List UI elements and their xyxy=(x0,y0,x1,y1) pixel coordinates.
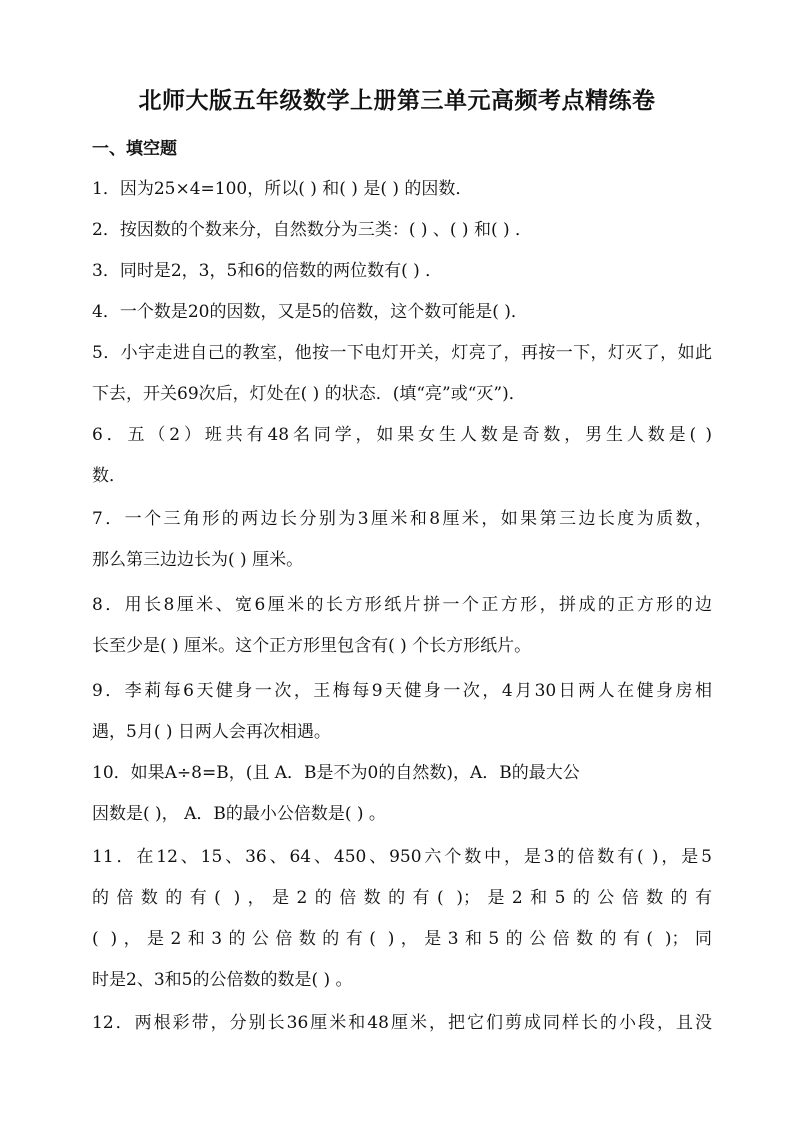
question-line: 数． xyxy=(92,466,126,486)
question-line: 5．小宇走进自己的教室，他按一下电灯开关，灯亮了，再按一下，灯灭了，如此 xyxy=(92,343,712,363)
question-line: 4．一个数是20的因数，又是5的倍数，这个数可能是( )． xyxy=(92,302,528,322)
question-line: 3．同时是2，3，5和6的倍数的两位数有( ) ． xyxy=(92,261,443,281)
question-line: 10．如果A÷8=B，(且 A．B是不为0的自然数)，A．B的最大公 xyxy=(92,763,580,783)
question-line: 长至少是( ) 厘米。这个正方形里包含有( ) 个长方形纸片。 xyxy=(92,636,532,656)
question-line: 遇，5月( ) 日两人会再次相遇。 xyxy=(92,722,331,742)
question-line: 12．两根彩带，分别长36厘米和48厘米，把它们剪成同样长的小段，且没 xyxy=(92,1013,712,1033)
question-line: 9．李莉每6天健身一次，王梅每9天健身一次，4月30日两人在健身房相 xyxy=(92,681,712,701)
question-line: 8．用长8厘米、宽6厘米的长方形纸片拼一个正方形，拼成的正方形的边 xyxy=(92,595,712,615)
document-title: 北师大版五年级数学上册第三单元高频考点精练卷 xyxy=(138,87,656,114)
question-line: 时是2、3和5的公倍数的数是( ) 。 xyxy=(92,970,353,990)
question-line: 11．在12、15、36、64、450、950六个数中，是3的倍数有( )，是5 xyxy=(92,847,712,867)
section-heading: 一、填空题 xyxy=(92,139,177,159)
question-line: ( )，是2和3的公倍数的有( )，是3和5的公倍数的有( )；同 xyxy=(92,929,712,949)
question-line: 下去，开关69次后，灯处在( ) 的状态．(填“亮”或“灭”)． xyxy=(92,384,526,404)
question-line: 1．因为25×4=100，所以( ) 和( ) 是( ) 的因数． xyxy=(92,179,473,199)
question-line: 2．按因数的个数来分，自然数分为三类：( ) 、( ) 和( ) ． xyxy=(92,220,533,240)
question-line: 因数是( )， A．B的最小公倍数是( ) 。 xyxy=(92,804,386,824)
question-line: 7．一个三角形的两边长分别为3厘米和8厘米，如果第三边长度为质数， xyxy=(92,509,712,529)
question-line: 的倍数的有( )，是2的倍数的有( )；是2和5的公倍数的有 xyxy=(92,888,712,908)
question-line: 那么第三边边长为( ) 厘米。 xyxy=(92,550,304,570)
question-line: 6．五（2）班共有48名同学，如果女生人数是奇数，男生人数是( ) xyxy=(92,425,712,445)
